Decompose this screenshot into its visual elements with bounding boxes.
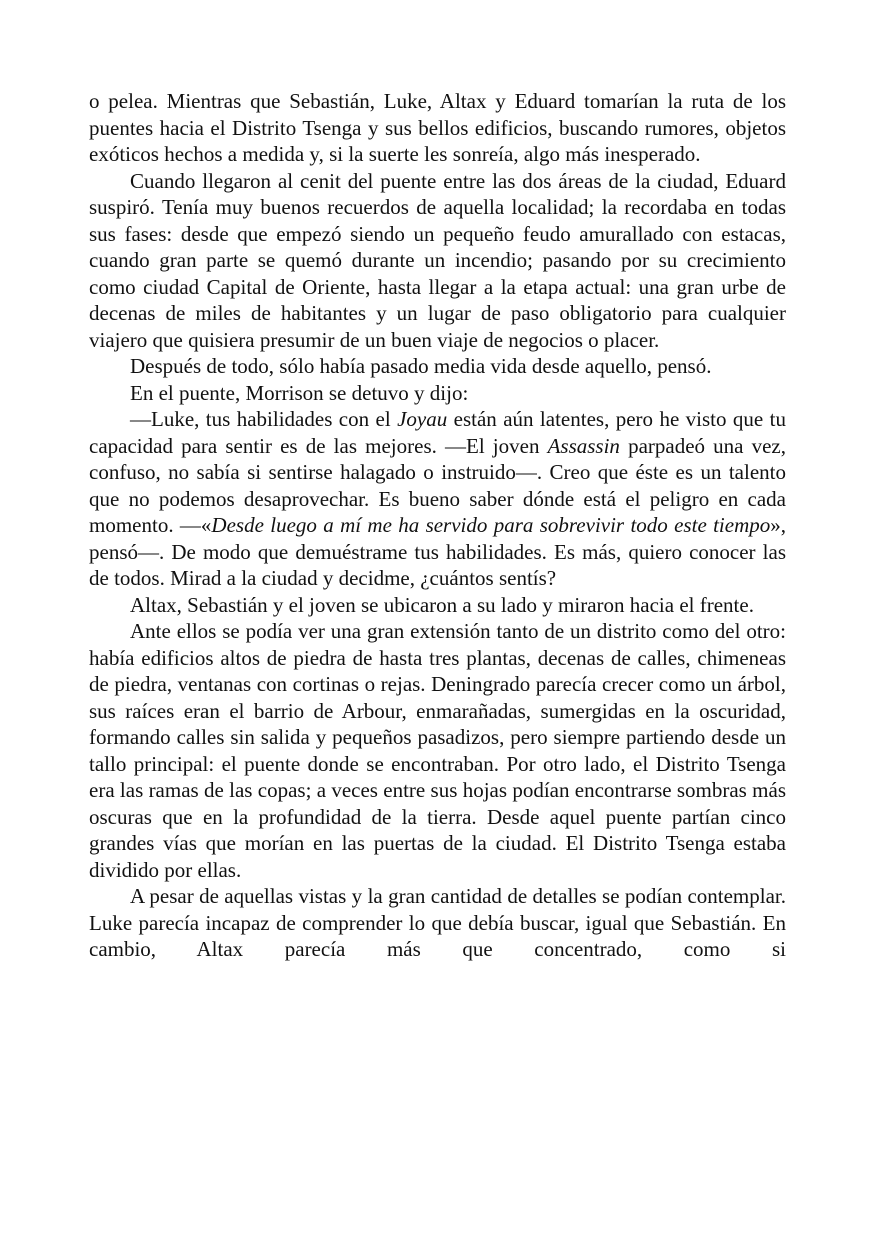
paragraph-text: Altax, Sebastián y el joven se ubicaron a su lado y miraron hacia el frente.: [130, 592, 754, 617]
italic-term-joyau: Joyau: [397, 407, 448, 431]
paragraph-5: [89, 406, 786, 592]
paragraph-7: [89, 618, 786, 883]
paragraph-text: », pensó—. De modo que demuéstrame tus habilidades. Es más, quiero conocer las de todos. Mirad a la ciudad y decidme, ¿cuántos sentís?: [89, 513, 787, 590]
paragraph-text: parpadeó una vez, confuso, no sabía si sentirse halagado o instruido—. Creo que éste es un talento que no podemos desaprovechar. Es bueno saber dónde está el peligro en cada momento. —«: [89, 433, 786, 537]
paragraph-text: Ante ellos se podía ver una gran extensión tanto de un distrito como del otro: había edificios altos de piedra de hasta tres plantas, decenas de calles, chimeneas de piedra, ventanas con cortinas o rejas. Deningrado parecía crecer como un árbol, sus raíces eran el barrio de Arbour, enmarañadas, sumergidas en la oscuridad, formando calles sin salida y pequeños pasadizos, pero siempre partiendo desde un tallo principal: el puente donde se encontraban. Por otro lado, el Distrito Tsenga era las ramas de las copas; a veces entre sus hojas podían encontrarse sombras más oscuras que en la profundidad de la tierra. Desde aquel puente partían cinco grandes vías que morían en las puertas de la ciudad. El Distrito Tsenga estaba dividido por ellas.: [89, 619, 786, 882]
paragraph-text: A pesar de aquellas vistas y la gran cantidad de detalles se podían contemplar. Luke parecía incapaz de comprender lo que debía buscar, igual que Sebastián. En cambio, Altax parecía más que concentrado, como si: [89, 884, 786, 961]
paragraph-text: Después de todo, sólo había pasado media vida desde aquello, pensó.: [130, 354, 712, 378]
paragraph-text: o pelea. Mientras que Sebastián, Luke, Altax y Eduard tomarían la ruta de los puentes hacia el Distrito Tsenga y sus bellos edificios, buscando rumores, objetos exóticos hechos a medida y, si la suerte les sonreía, algo más inesperado.: [89, 89, 786, 166]
paragraph-text: Cuando llegaron al cenit del puente entre las dos áreas de la ciudad, Eduard suspiró. Tenía muy buenos recuerdos de aquella localidad; la recordaba en todas sus fases: desde que empezó siendo un pequeño feudo amurallado con estacas, cuando gran parte se quemó durante un incendio; pasando por su crecimiento como ciudad Capital de Oriente, hasta llegar a la etapa actual: una gran urbe de decenas de miles de habitantes y un lugar de paso obligatorio para cualquier viajero que quisiera presumir de un buen viaje de negocios o placer.: [89, 168, 786, 352]
paragraph-text: —Luke, tus habilidades con el: [130, 407, 398, 431]
paragraph-8: [89, 883, 786, 963]
paragraph-text: En el puente, Morrison se detuvo y dijo:: [130, 380, 469, 405]
italic-thought: Desde luego a mí me ha servido para sobrevivir todo este tiempo: [211, 513, 771, 537]
paragraph-text: están aún latentes, pero he visto que tu capacidad para sentir es de las mejores. —El joven: [89, 407, 786, 458]
paragraph-4: [89, 380, 786, 407]
paragraph-3: [89, 353, 786, 380]
paragraph-6: [89, 592, 786, 619]
book-page: [89, 88, 786, 963]
paragraph-1: [89, 88, 786, 168]
italic-term-assassin: Assassin: [547, 433, 620, 458]
paragraph-2: [89, 168, 786, 354]
